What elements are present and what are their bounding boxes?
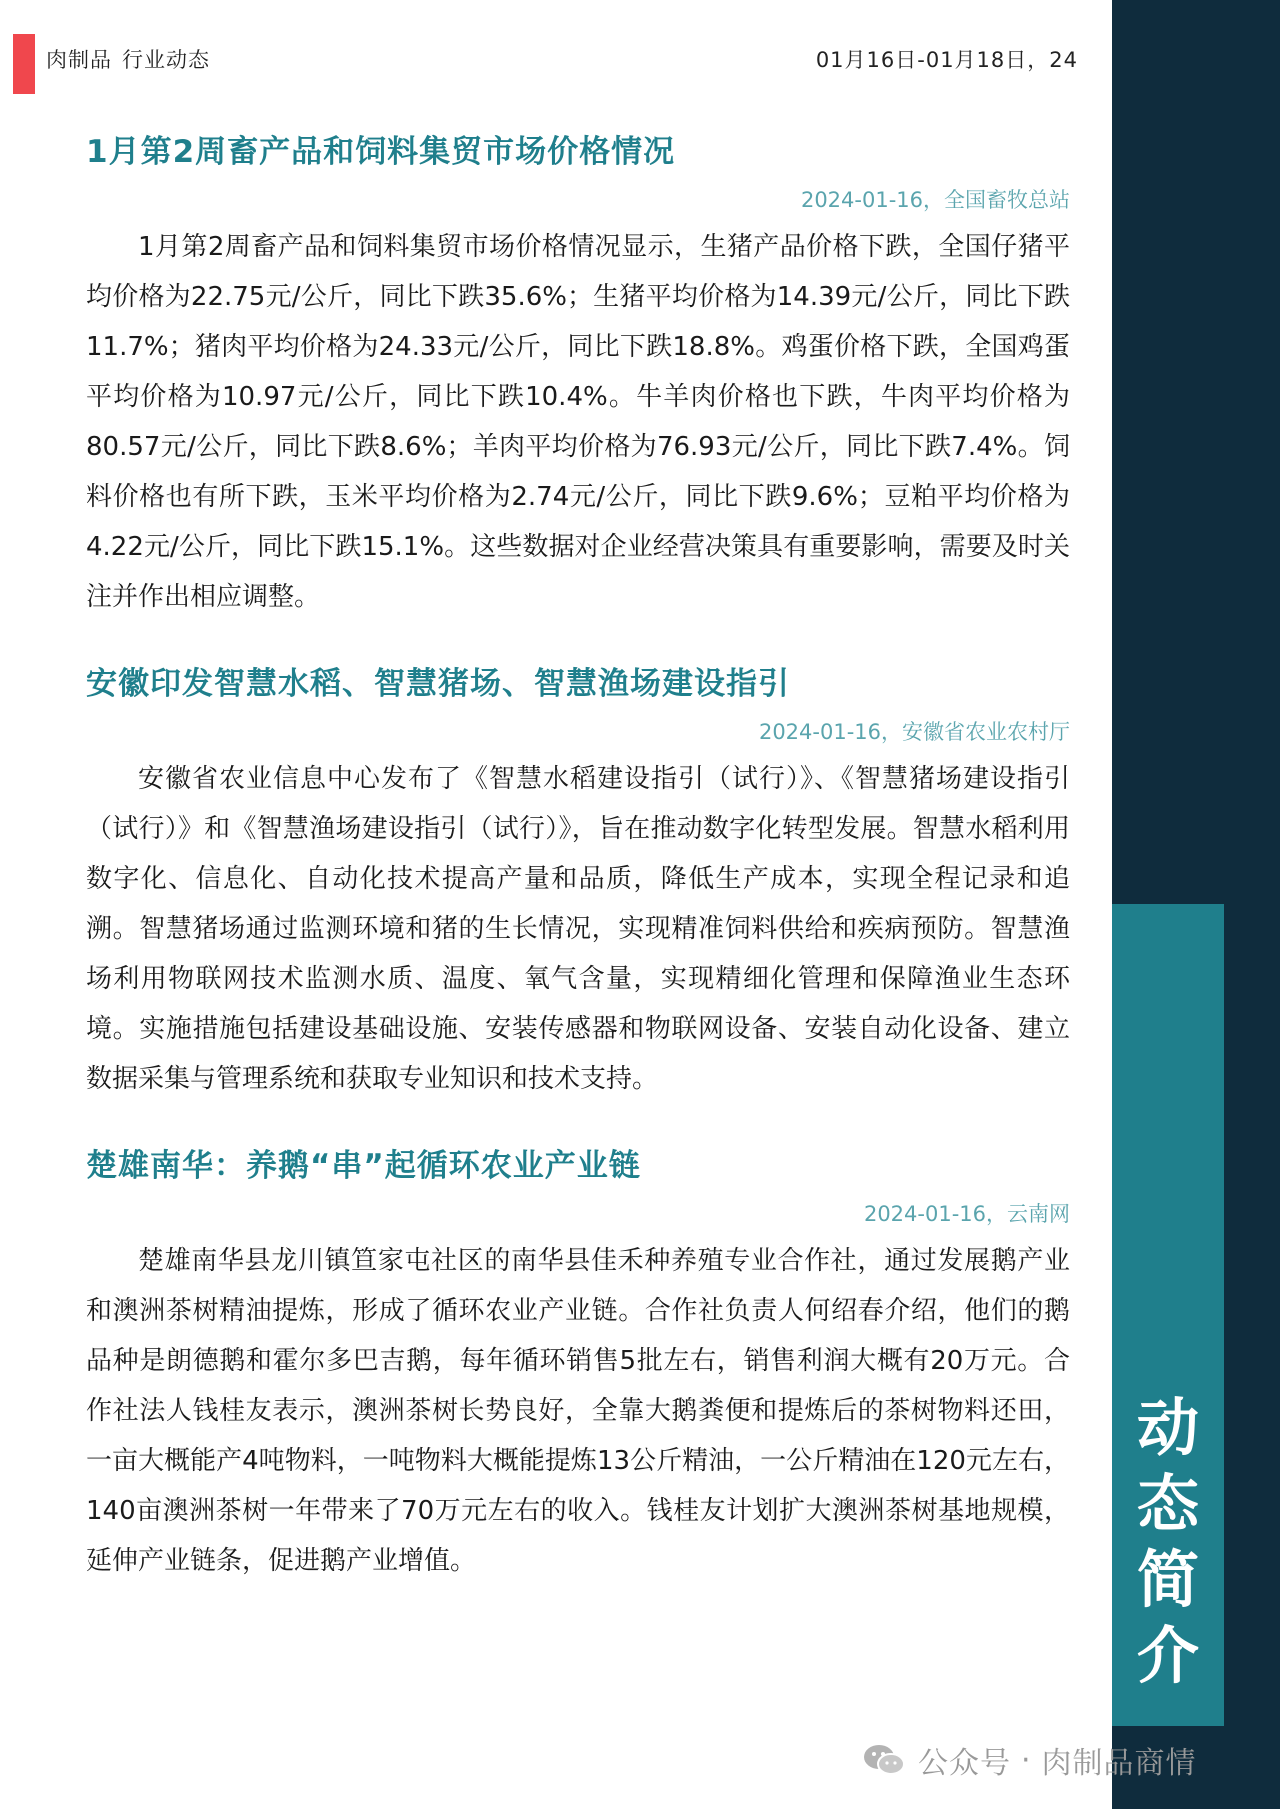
news-content	[86, 126, 1070, 1622]
sidebar-title-char: 态	[1136, 1467, 1199, 1540]
article-title: 安徽印发智慧水稻、智慧猪场、智慧渔场建设指引	[86, 666, 790, 702]
wechat-icon	[862, 1743, 906, 1777]
article-body: 1月第2周畜产品和饲料集贸市场价格情况显示，生猪产品价格下跌，全国仔猪平均价格为22.75元/公斤，同比下跌35.6%；生猪平均价格为14.39元/公斤，同比下跌11.7%；猪肉平均价格为24.33元/公斤，同比下跌18.8%。鸡蛋价格下跌，全国鸡蛋平均价格为10.97元/公斤，同比下跌10.4%。牛羊肉价格也下跌，牛肉平均价格为80.57元/公斤，同比下跌8.6%；羊肉平均价格为76.93元/公斤，同比下跌7.4%。饲料价格也有所下跌，玉米平均价格为2.74元/公斤，同比下跌9.6%；豆粕平均价格为4.22元/公斤，同比下跌15.1%。这些数据对企业经营决策具有重要影响，需要及时关注并作出相应调整。	[86, 232, 1070, 612]
sidebar-title-char: 简	[1136, 1543, 1199, 1616]
article-meta: 2024-01-16，云南网	[863, 1202, 1070, 1226]
article-price-report	[86, 126, 1070, 622]
article-meta: 2024-01-16，全国畜牧总站	[800, 188, 1070, 212]
footer-account: 肉制品商情	[1041, 1746, 1197, 1781]
header-accent-bar	[13, 34, 35, 94]
footer-watermark	[862, 1738, 1197, 1782]
header-section-label: 行业动态	[122, 48, 210, 72]
article-title: 楚雄南华：养鹅“串”起循环农业产业链	[86, 1148, 641, 1184]
sidebar-title	[1112, 1390, 1224, 1694]
header-date-range: 01月16日-01月18日，24	[815, 48, 1078, 72]
footer-dot: ·	[1021, 1742, 1032, 1778]
article-nanhua-goose	[86, 1140, 1070, 1586]
header-category-label: 肉制品	[46, 48, 112, 72]
article-body: 楚雄南华县龙川镇笪家屯社区的南华县佳禾种养殖专业合作社，通过发展鹅产业和澳洲茶树精油提炼，形成了循环农业产业链。合作社负责人何绍春介绍，他们的鹅品种是朗德鹅和霍尔多巴吉鹅，每年循环销售5批左右，销售利润大概有20万元。合作社法人钱桂友表示，澳洲茶树长势良好，全靠大鹅粪便和提炼后的茶树物料还田，一亩大概能产4吨物料，一吨物料大概能提炼13公斤精油，一公斤精油在120元左右，140亩澳洲茶树一年带来了70万元左右的收入。钱桂友计划扩大澳洲茶树基地规模，延伸产业链条，促进鹅产业增值。	[86, 1246, 1070, 1576]
article-body: 安徽省农业信息中心发布了《智慧水稻建设指引（试行）》、《智慧猪场建设指引（试行）》和《智慧渔场建设指引（试行）》，旨在推动数字化转型发展。智慧水稻利用数字化、信息化、自动化技术提高产量和品质，降低生产成本，实现全程记录和追溯。智慧猪场通过监测环境和猪的生长情况，实现精准饲料供给和疾病预防。智慧渔场利用物联网技术监测水质、温度、氧气含量，实现精细化管理和保障渔业生态环境。实施措施包括建设基础设施、安装传感器和物联网设备、安装自动化设备、建立数据采集与管理系统和获取专业知识和技术支持。	[86, 764, 1070, 1094]
article-title: 1月第2周畜产品和饲料集贸市场价格情况	[86, 134, 676, 170]
article-anhui-smart-farming	[86, 658, 1070, 1104]
header-category	[46, 44, 210, 74]
article-meta: 2024-01-16，安徽省农业农村厅	[758, 720, 1070, 744]
sidebar-title-char: 动	[1136, 1391, 1199, 1464]
sidebar-title-char: 介	[1136, 1619, 1199, 1692]
footer-label: 公众号	[918, 1746, 1011, 1781]
